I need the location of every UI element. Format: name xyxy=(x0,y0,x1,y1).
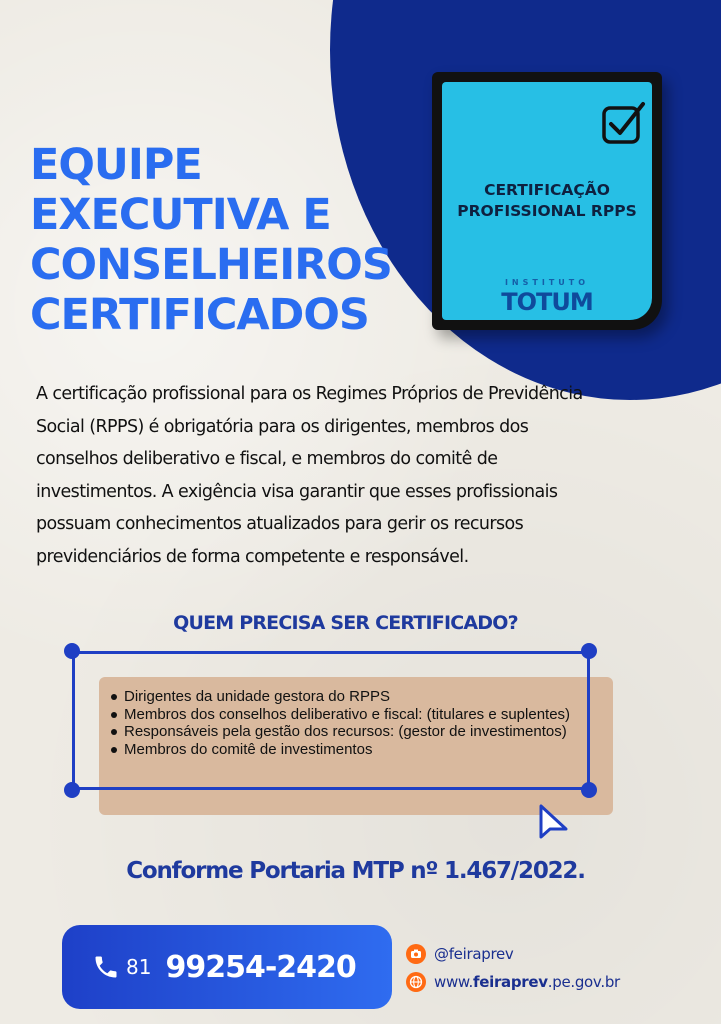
phone-contact[interactable] xyxy=(62,925,392,1009)
headline-line: EXECUTIVA E xyxy=(30,190,331,240)
list-item: Membros do comitê de investimentos xyxy=(104,741,574,759)
cursor-icon xyxy=(538,803,570,843)
list-item: Dirigentes da unidade gestora do RPPS xyxy=(104,688,574,706)
globe-icon xyxy=(406,972,426,992)
check-icon xyxy=(600,98,648,146)
portaria-note xyxy=(0,858,721,884)
headline-line: CONSELHEIROS xyxy=(30,240,392,290)
badge-title xyxy=(442,180,652,222)
headline xyxy=(30,140,392,340)
badge-title-line: PROFISSIONAL RPPS xyxy=(457,202,637,220)
frame-handle xyxy=(581,782,597,798)
headline-line: EQUIPE xyxy=(30,140,202,190)
website-contact[interactable] xyxy=(406,972,620,992)
phone-icon xyxy=(92,953,120,981)
frame-handle xyxy=(581,643,597,659)
body-paragraph: A certificação profissional para os Regimes Próprios de Previdência Social (RPPS) é obrigatória para os dirigentes, membros dos conselhos deliberativo e fiscal, e membros do comitê de investimentos. A exigência visa garantir que esses profissionais possuam conhecimentos atualizados para gerir os recursos previdenciários de forma competente e responsável. xyxy=(36,384,583,567)
list-item: Responsáveis pela gestão dos recursos: (gestor de investimentos) xyxy=(104,723,574,741)
subtitle-text: QUEM PRECISA SER CERTIFICADO? xyxy=(173,612,518,634)
phone-area-code: 81 xyxy=(126,955,152,979)
headline-line: CERTIFICADOS xyxy=(30,290,369,340)
badge-brand: TOTUM xyxy=(501,288,593,316)
phone-number: 99254-2420 xyxy=(165,949,356,985)
badge-title-line: CERTIFICAÇÃO xyxy=(484,181,610,199)
section-subtitle xyxy=(0,612,721,634)
website-prefix: www. xyxy=(434,973,473,991)
instagram-contact[interactable] xyxy=(406,944,514,964)
portaria-text: Conforme Portaria MTP nº 1.467/2022. xyxy=(126,858,585,884)
frame-handle xyxy=(64,643,80,659)
list-item: Membros dos conselhos deliberativo e fiscal: (titulares e suplentes) xyxy=(104,706,574,724)
badge-institute: INSTITUTO xyxy=(504,278,590,287)
website-suffix: .pe.gov.br xyxy=(547,973,620,991)
camera-icon xyxy=(406,944,426,964)
certification-badge xyxy=(432,72,662,330)
website-domain: feiraprev xyxy=(473,973,548,991)
instagram-handle: @feiraprev xyxy=(434,945,514,963)
selection-frame xyxy=(72,651,590,790)
badge-face xyxy=(442,82,652,320)
frame-handle xyxy=(64,782,80,798)
